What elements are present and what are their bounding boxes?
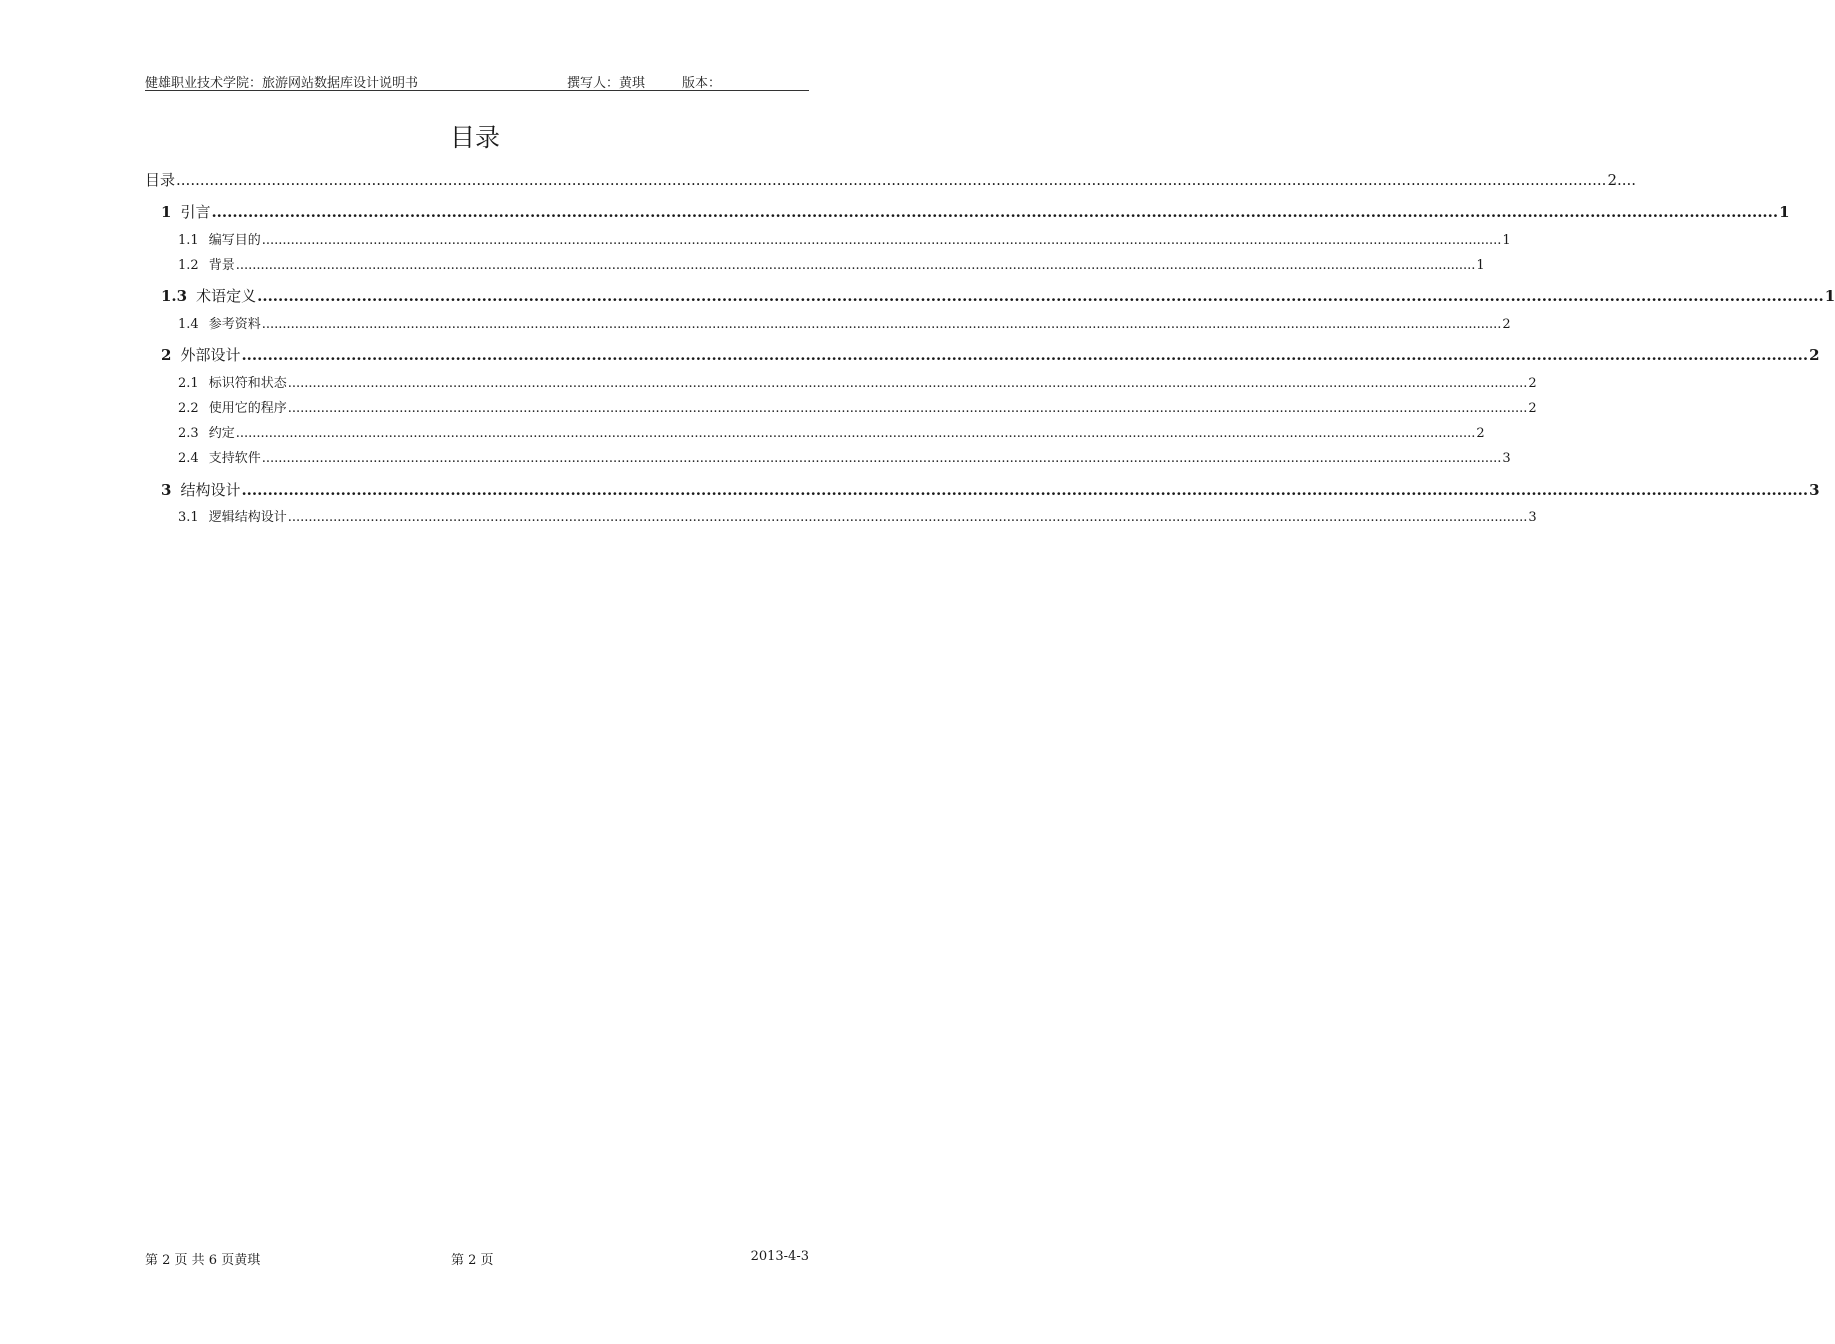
toc-entry-number: 3 [161,481,172,499]
toc-entry-page: 2 [1528,376,1537,391]
toc-leader-dots: ............................................................................................................................................................................................................................................................................................................ [257,287,1824,305]
toc-entry-number: 2.4 [178,451,199,466]
toc-entry-number: 1.1 [178,233,199,248]
toc-entry-2-4[interactable] [178,447,1511,466]
toc-entry-text: 使用它的程序 [208,401,287,416]
toc-entry-page: 1 [1824,287,1835,305]
footer-page-count: 第 2 页 共 6 页黄琪 [145,1253,261,1268]
page-footer [145,1249,809,1269]
toc-entry-page: 3 [1809,481,1820,499]
toc-entry-2-3[interactable] [178,422,1485,441]
toc-entry-text: 背景 [208,258,235,273]
toc-entry-text: 编写目的 [208,233,261,248]
toc-leader-dots: ............................................................................................................................................................................................................................................................................................................ [241,481,1809,499]
toc-entry-text: 逻辑结构设计 [208,510,287,525]
toc-leader-dots: ............................................................................................................................................................................................................................................................................................................ [261,317,1502,332]
toc-entry-page: 2 [1476,426,1485,441]
toc-entry-page: 1 [1476,258,1485,273]
toc-entry-self[interactable] [145,169,1637,190]
toc-leader-dots: ............................................................................................................................................................................................................................................................................................................ [241,346,1809,364]
footer-page-number: 第 2 页 [451,1253,494,1268]
header-document-title: 健雄职业技术学院：旅游网站数据库设计说明书 [145,76,419,91]
page-header [145,70,809,91]
toc-entry-3-1[interactable] [178,506,1537,525]
toc-entry-text: 标识符和状态 [208,376,287,391]
toc-entry-text: 外部设计 [180,346,241,364]
toc-entry-page: 3 [1502,451,1511,466]
toc-entry-page: 1 [1502,233,1511,248]
toc-entry-number: 2.2 [178,401,199,416]
toc-entry-number: 3.1 [178,510,199,525]
toc-leader-dots: ............................................................................................................................................................................................................................................................................................................ [176,171,1607,189]
toc-entry-1-3[interactable] [161,285,1835,306]
toc-entry-number: 1.4 [178,317,199,332]
toc-entry-2-1[interactable] [178,372,1537,391]
toc-entry-page: 2.... [1607,171,1637,189]
toc-entry-1-1[interactable] [178,229,1511,248]
toc-entry-page: 2 [1809,346,1820,364]
toc-entry-page: 1 [1779,203,1790,221]
toc-entry-number: 1 [161,203,172,221]
toc-entry-text: 术语定义 [196,287,257,305]
toc-leader-dots: ............................................................................................................................................................................................................................................................................................................ [235,258,1476,273]
toc-entry-2-2[interactable] [178,397,1537,416]
toc-entry-3[interactable] [161,479,1820,500]
toc-title: 目录 [449,123,500,152]
toc-leader-dots: ............................................................................................................................................................................................................................................................................................................ [287,401,1528,416]
toc-entry-number: 2 [161,346,172,364]
toc-entry-1-2[interactable] [178,254,1485,273]
toc-entry-text: 引言 [180,203,211,221]
toc-entry-text: 目录 [145,171,176,189]
toc-entry-number: 2.3 [178,426,199,441]
toc-entry-text: 约定 [208,426,235,441]
header-author: 撰写人：黄琪 [567,76,646,91]
toc-entry-text: 参考资料 [208,317,261,332]
toc-entry-1-4[interactable] [178,313,1511,332]
toc-leader-dots: ............................................................................................................................................................................................................................................................................................................ [287,510,1528,525]
toc-entry-number: 1.3 [161,287,188,305]
header-version: 版本： [682,76,722,91]
toc-leader-dots: ............................................................................................................................................................................................................................................................................................................ [211,203,1779,221]
toc-entry-text: 结构设计 [180,481,241,499]
toc-leader-dots: ............................................................................................................................................................................................................................................................................................................ [235,426,1476,441]
toc-entry-number: 2.1 [178,376,199,391]
toc-leader-dots: ............................................................................................................................................................................................................................................................................................................ [261,233,1502,248]
toc-leader-dots: ............................................................................................................................................................................................................................................................................................................ [261,451,1502,466]
toc-entry-page: 2 [1502,317,1511,332]
toc-entry-number: 1.2 [178,258,199,273]
toc-entry-1[interactable] [161,201,1790,222]
toc-leader-dots: ............................................................................................................................................................................................................................................................................................................ [287,376,1528,391]
toc-entry-page: 2 [1528,401,1537,416]
toc-entry-page: 3 [1528,510,1537,525]
toc-entry-2[interactable] [161,344,1820,365]
toc-entry-text: 支持软件 [208,451,261,466]
footer-date: 2013-4-3 [750,1249,809,1264]
